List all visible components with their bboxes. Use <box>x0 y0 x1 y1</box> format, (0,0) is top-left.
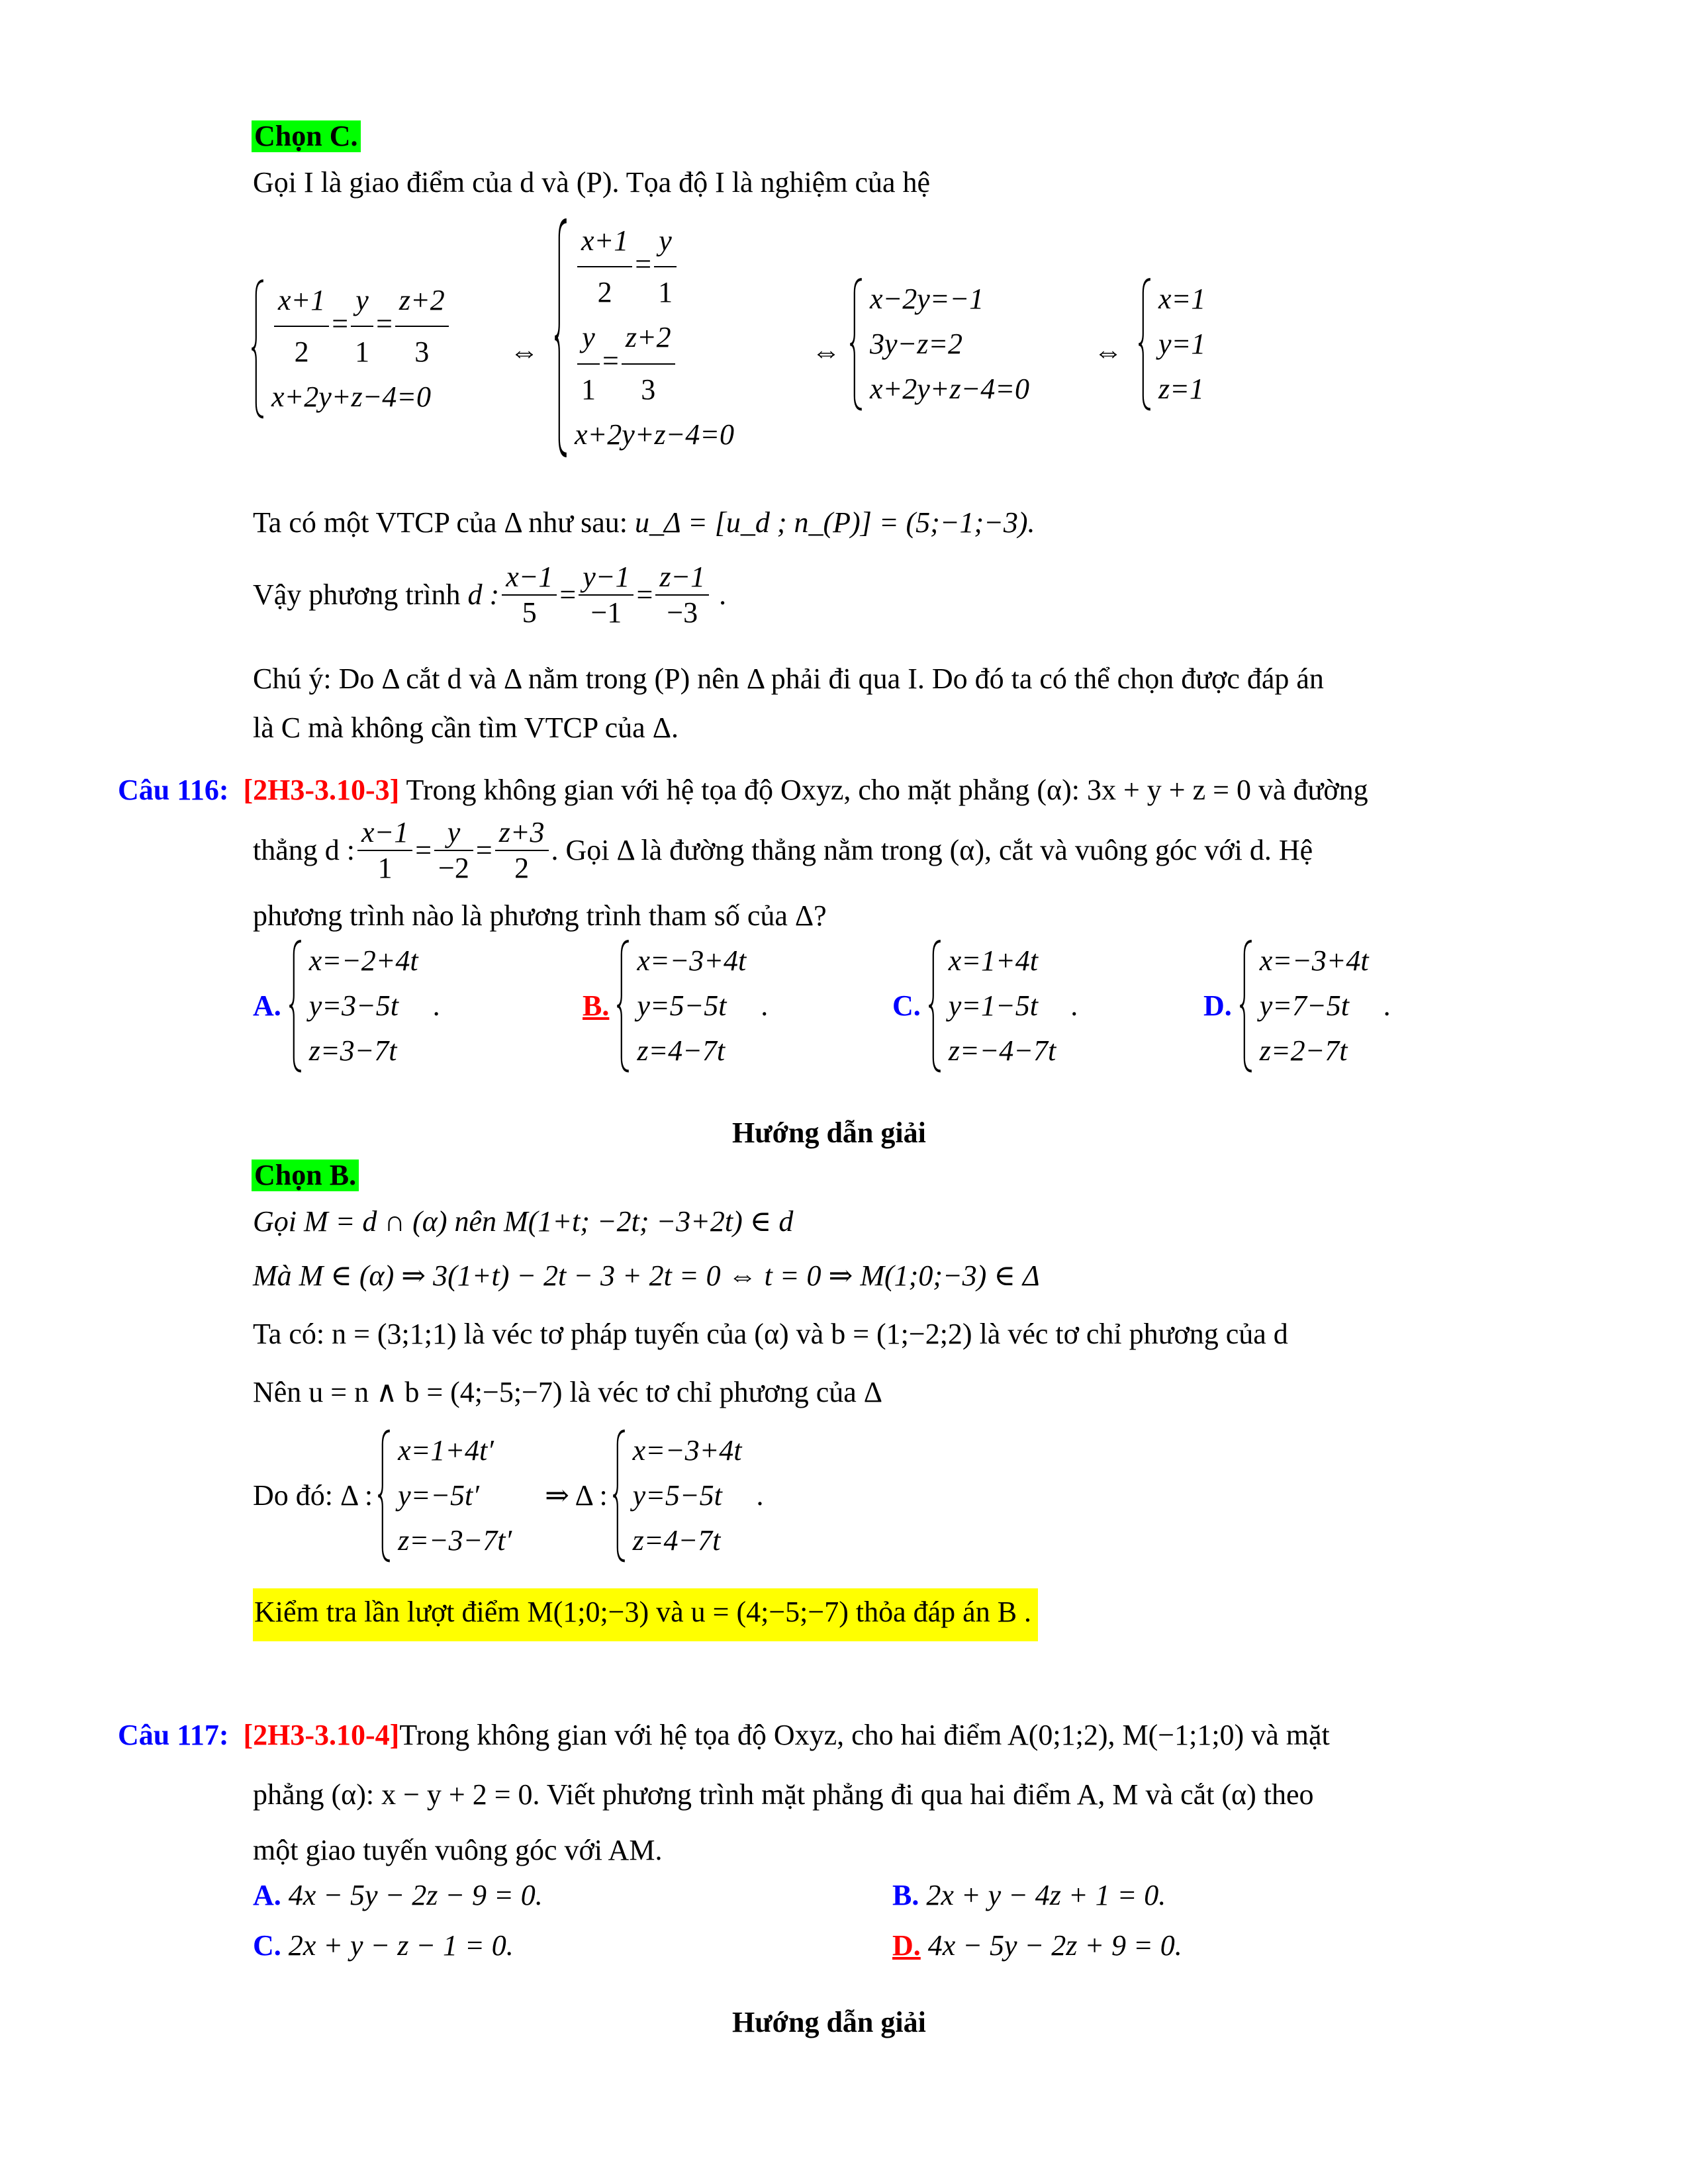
question-117-line3: một giao tuyến vuông góc với AM. <box>253 1834 663 1866</box>
option-c[interactable]: C. x=1+4t y=1−5t z=−4−7t . <box>892 938 1078 1074</box>
equiv-2: ⇔ <box>812 336 841 368</box>
solution-heading-117: Hướng dẫn giải <box>732 2006 926 2038</box>
answer-choice-b: Chọn B. <box>252 1160 359 1191</box>
option-117-b[interactable]: B. 2x + y − 4z + 1 = 0. <box>892 1879 1166 1911</box>
intersection-intro: Gọi I là giao điểm của d và (P). Tọa độ I là nghiệm của hệ <box>253 166 931 199</box>
vtcp-line: Ta có một VTCP của Δ như sau: u_Δ = [u_d ; n_(P)] = (5;−1;−3). <box>253 506 1035 539</box>
check-answer-banner: Kiểm tra lần lượt điểm M(1;0;−3) và u = (4;−5;−7) thỏa đáp án B . <box>253 1588 1038 1641</box>
option-117-c[interactable]: C. 2x + y − z − 1 = 0. <box>253 1929 514 1962</box>
solution-116-line4: Nên u = n ∧ b = (4;−5;−7) là véc tơ chỉ phương của Δ <box>253 1376 883 1408</box>
solution-116-line2: Mà M ∈ (α) ⇒ 3(1+t) − 2t − 3 + 2t = 0 ⇔ t = 0 ⇒ M(1;0;−3) ∈ Δ <box>253 1259 1040 1292</box>
option-b[interactable]: B. x=−3+4t y=5−5t z=4−7t . <box>583 938 768 1074</box>
question-116-line3: phương trình nào là phương trình tham số của Δ? <box>253 899 827 932</box>
option-a[interactable]: A. x=−2+4t y=3−5t z=3−7t . <box>253 938 440 1074</box>
note-line-2: là C mà không cần tìm VTCP của Δ. <box>253 711 679 744</box>
system-2: $\frac{x+1}{2}$ = $\frac{y}{1}$ $\frac{y}{1}$ = $\frac{z+2}{3}$ x+2y+z−4=0 <box>553 218 734 457</box>
equiv-1: ⇔ <box>510 336 539 368</box>
system-3: x−2y=−1 3y−z=2 x+2y+z−4=0 <box>849 277 1029 412</box>
system-4: x=1 y=1 z=1 <box>1137 277 1205 412</box>
solution-116-systems: Do đó: Δ : x=1+4t′ y=−5t′ z=−3−7t′ ⇒ Δ : x=−3+4t y=5−5t z=4−7t . <box>253 1428 764 1564</box>
question-116-line2: thẳng d : $\frac{x-1}{1}$ = $\frac{y}{-2}$ = $\frac{z+3}{2}$ . Gọi Δ là đường thẳng nằm trong (α), cắt và vuông góc với d. Hệ <box>253 816 1313 884</box>
equiv-3: ⇔ <box>1094 336 1123 368</box>
question-117-line2: phẳng (α): x − y + 2 = 0. Viết phương trình mặt phẳng đi qua hai điểm A, M và cắt (α) theo <box>253 1778 1314 1811</box>
solution-116-line1: Gọi M = d ∩ (α) nên M(1+t; −2t; −3+2t) ∈ d <box>253 1205 794 1238</box>
question-116-line1: Câu 116: [2H3-3.10-3] Trong không gian với hệ tọa độ Oxyz, cho mặt phẳng (α): 3x + y + z = 0 và đường <box>118 774 1368 806</box>
option-d[interactable]: D. x=−3+4t y=7−5t z=2−7t . <box>1203 938 1391 1074</box>
note-line-1: Chú ý: Do Δ cắt d và Δ nằm trong (P) nên Δ phải đi qua I. Do đó ta có thể chọn được đáp án <box>253 662 1324 695</box>
line-equation-d: Vậy phương trình d : $\frac{x-1}{5}$ = $\frac{y-1}{-1}$ = $\frac{z-1}{-3}$ . <box>253 561 727 629</box>
solution-116-line3: Ta có: n = (3;1;1) là véc tơ pháp tuyến của (α) và b = (1;−2;2) là véc tơ chỉ phương của d <box>253 1318 1288 1350</box>
system-1: $\frac{x+1}{2}$ = $\frac{y}{1}$ = $\frac{z+2}{3}$ x+2y+z−4=0 <box>250 278 451 420</box>
question-117-line1: Câu 117: [2H3-3.10-4]Trong không gian với hệ tọa độ Oxyz, cho hai điểm A(0;1;2), M(−1;1;0) và mặt <box>118 1719 1330 1751</box>
answer-choice-c: Chọn C. <box>252 120 361 152</box>
solution-heading-116: Hướng dẫn giải <box>732 1116 926 1149</box>
option-117-d[interactable]: D. 4x − 5y − 2z + 9 = 0. <box>892 1929 1182 1962</box>
option-117-a[interactable]: A. 4x − 5y − 2z − 9 = 0. <box>253 1879 543 1911</box>
